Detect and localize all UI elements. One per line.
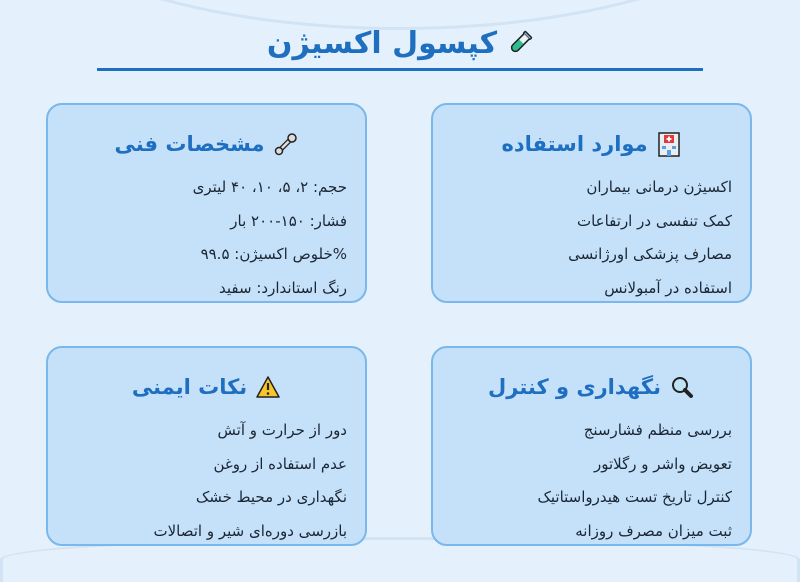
list-item: %خلوص اکسیژن: ۹۹.۵ [200,245,347,263]
list-item: اکسیژن درمانی بیماران [586,178,732,196]
card-title: نکات ایمنی [131,375,248,399]
list-item: رنگ استاندارد: سفید [219,278,347,297]
card-title: موارد استفاده [501,132,648,156]
card-maintenance [431,346,752,546]
list-item: تعویض واشر و رگلاتور [593,454,732,473]
list-item: کنترل تاریخ تست هیدرواستاتیک [537,488,732,506]
list-item: بازرسی دوره‌ای شیر و اتصالات [153,521,347,540]
page-title: کپسول اکسیژن [266,25,498,61]
card-safety [46,346,367,546]
list-item: حجم: ۲، ۵، ۱۰، ۴۰ لیتری [192,178,347,196]
magnifier-icon [669,374,695,400]
warning-icon [255,374,281,400]
list-item: فشار: ۱۵۰-۲۰۰ بار [230,211,347,230]
list-item: استفاده در آمبولانس [604,278,732,297]
card-title: نگهداری و کنترل [488,375,661,399]
list-item: عدم استفاده از روغن [213,454,347,473]
list-item: دور از حرارت و آتش [217,421,347,439]
card-title: مشخصات فنی [114,132,265,156]
list-item: کمک تنفسی در ارتفاعات [576,211,732,230]
hospital-icon [656,131,682,157]
list-item: ثبت میزان مصرف روزانه [575,521,732,540]
page-header [97,18,703,71]
list-item: مصارف پزشکی اورژانسی [568,245,732,263]
test-tube-icon [507,30,533,56]
card-usage [431,103,752,303]
list-item: نگهداری در محیط خشک [195,488,347,506]
list-item: بررسی منظم فشارسنج [583,421,732,439]
card-specs [46,103,367,303]
wrench-icon [273,131,299,157]
